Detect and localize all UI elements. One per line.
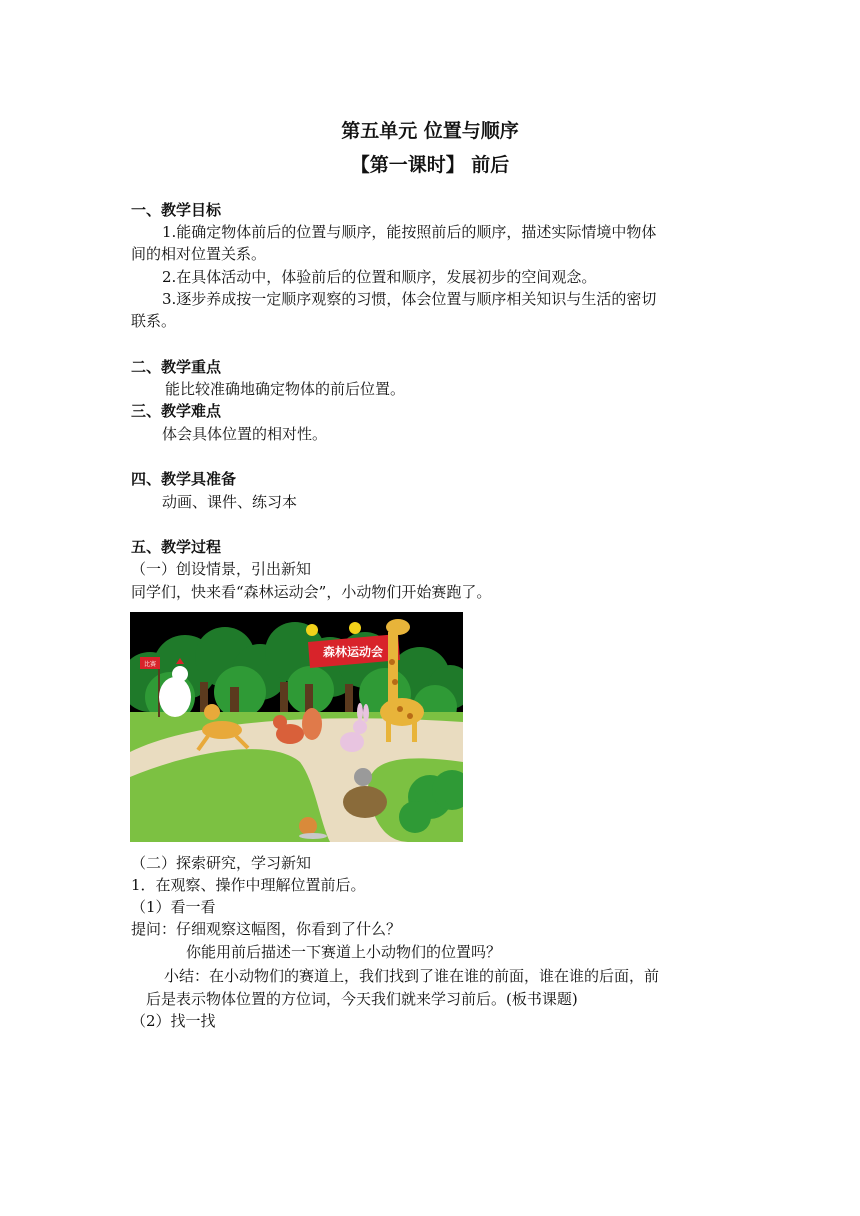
question-line-1: 提问：仔细观察这幅图，你看到了什么？ [131, 920, 402, 938]
lesson-subtitle: 【第一课时】 前后 [350, 154, 510, 176]
objectives-heading: 一、教学目标 [131, 201, 222, 219]
process-step-2: （二）探索研究，学习新知 [131, 854, 312, 872]
difficulties-text: 体会具体位置的相对性。 [162, 425, 328, 443]
summary-line-1: 小结：在小动物们的赛道上，我们找到了谁在谁的前面，谁在谁的后面，前 [164, 967, 660, 985]
objective-3-line-1: 3.逐步养成按一定顺序观察的习惯，体会位置与顺序相关知识与生活的密切 [162, 290, 657, 308]
materials-heading: 四、教学具准备 [131, 470, 237, 488]
forest-sports-meet-illustration [130, 612, 463, 842]
process-step-1: （一）创设情景，引出新知 [131, 560, 312, 578]
summary-line-2: 后是表示物体位置的方位词，今天我们就来学习前后。(板书课题) [146, 990, 578, 1008]
key-points-heading: 二、教学重点 [131, 358, 222, 376]
objective-3-line-2: 联系。 [131, 312, 177, 330]
process-sub-1: 1．在观察、操作中理解位置前后。 [131, 876, 366, 894]
process-intro: 同学们，快来看“森林运动会”，小动物们开始赛跑了。 [131, 583, 492, 601]
objective-1-line-2: 间的相对位置关系。 [131, 245, 267, 263]
bird-icon [349, 622, 361, 634]
page-title: 第五单元 位置与顺序 [341, 120, 519, 142]
process-sub-1-2: （2）找一找 [131, 1012, 216, 1030]
difficulties-heading: 三、教学难点 [131, 402, 222, 420]
process-sub-1-1: （1）看一看 [131, 898, 216, 916]
svg-text:比赛: 比赛 [143, 661, 157, 668]
objective-2: 2.在具体活动中，体验前后的位置和顺序，发展初步的空间观念。 [162, 268, 597, 286]
objective-1-line-1: 1.能确定物体前后的位置与顺序，能按照前后的顺序，描述实际情境中物体 [162, 223, 657, 241]
banner-text: 森林运动会 [322, 645, 384, 659]
question-line-2: 你能用前后描述一下赛道上小动物们的位置吗？ [186, 943, 502, 961]
bird-icon [306, 624, 318, 636]
materials-text: 动画、课件、练习本 [162, 493, 298, 511]
process-heading: 五、教学过程 [131, 538, 222, 556]
key-points-text: 能比较准确地确定物体的前后位置。 [165, 380, 406, 398]
